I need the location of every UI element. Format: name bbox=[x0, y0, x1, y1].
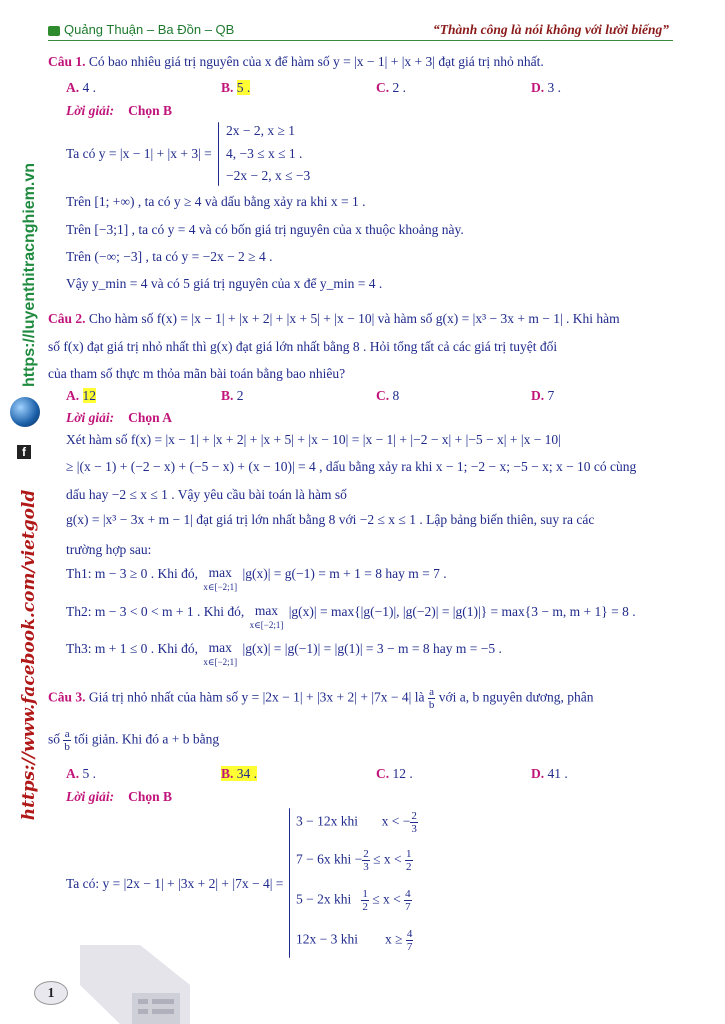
footer-decoration bbox=[80, 945, 190, 1024]
q2-case-2: Th2: m − 3 < 0 < m + 1 . Khi đó, max x∈[−2;1] |g(x)| = max{|g(−1)|, |g(−2)| = |g(1)|} = max{3 − m, m + 1} = 8 . bbox=[66, 603, 636, 630]
page-number: 1 bbox=[34, 981, 68, 1005]
q1-text: Có bao nhiêu giá trị nguyên của x để hàm số y = |x − 1| + |x + 3| đạt giá trị nhỏ nhất. bbox=[88, 54, 544, 69]
q3-option-c[interactable]: C. 12 . bbox=[376, 766, 413, 781]
q1-prompt bbox=[48, 54, 544, 70]
header-motto: “Thành công là nói không với lười biếng” bbox=[433, 22, 669, 37]
q1-option-d[interactable]: D. 3 . bbox=[531, 80, 561, 95]
q2-line-5: trường hợp sau: bbox=[66, 542, 152, 557]
q3-case-4: 12x − 3 khi x ≥ $\frac{4}{7}$ bbox=[296, 928, 413, 953]
side-website-url[interactable]: https://luyenthitracnghiem.vn bbox=[21, 162, 38, 388]
q1-case-1: 2x − 2, x ≥ 1 bbox=[226, 123, 296, 138]
q1-option-a[interactable]: A. 4 . bbox=[66, 80, 96, 95]
q3-taco: Ta có: y = |2x − 1| + |3x + 2| + |7x − 4| = bbox=[66, 876, 284, 891]
q2-case-3: Th3: m + 1 ≤ 0 . Khi đó, max x∈[−2;1] |g(x)| = |g(−1)| = |g(1)| = 3 − m = 8 hay m = −5 . bbox=[66, 640, 502, 667]
q3-case-2: 7 − 6x khi − $\frac{2}{3}$ ≤ x < $\frac{1}{2}$ bbox=[296, 848, 412, 873]
q1-line-2: Trên [−3;1] , ta có y = 4 và có bốn giá trị nguyên của x thuộc khoảng này. bbox=[66, 222, 464, 237]
q2-prompt-3: của tham số thực m thỏa mãn bài toán bằng bao nhiêu? bbox=[48, 366, 346, 381]
q1-brace bbox=[218, 122, 219, 186]
q3-prompt-2: số $\frac{a}{b}$ tối giản. Khi đó a + b bằng bbox=[48, 728, 220, 753]
q1-case-3: −2x − 2, x ≤ −3 bbox=[226, 168, 311, 183]
q1-option-b[interactable]: B. 5 . bbox=[221, 80, 251, 95]
book-icon bbox=[48, 26, 60, 36]
q2-line-2: ≥ |(x − 1) + (−2 − x) + (−5 − x) + (x − 10)| = 4 , dấu bằng xảy ra khi x − 1; −2 − x; −5 − x; x − 10 có cùng bbox=[66, 459, 637, 474]
q1-option-c[interactable]: C. 2 . bbox=[376, 80, 406, 95]
q2-line-1: Xét hàm số f(x) = |x − 1| + |x + 2| + |x + 5| + |x − 10| = |x − 1| + |−2 − x| + |−5 − x| + |x − 10| bbox=[66, 432, 561, 447]
q1-line-3: Trên (−∞; −3] , ta có y = −2x − 2 ≥ 4 . bbox=[66, 249, 273, 264]
q2-prompt-1: Câu 2. Cho hàm số f(x) = |x − 1| + |x + 2| + |x + 5| + |x − 10| và hàm số g(x) = |x³ − 3x + m − 1| . Khi hàm bbox=[48, 311, 620, 326]
globe-icon bbox=[10, 397, 40, 427]
q2-option-c[interactable]: C. 8 bbox=[376, 388, 400, 403]
page-header bbox=[48, 22, 673, 41]
q3-case-1: 3 − 12x khi x < − $\frac{2}{3}$ bbox=[296, 810, 417, 835]
q1-line-4: Vậy y_min = 4 và có 5 giá trị nguyên của x để y_min = 4 . bbox=[66, 276, 383, 291]
q1-case-2: 4, −3 ≤ x ≤ 1 . bbox=[226, 146, 303, 161]
q2-option-a[interactable]: A. 12 bbox=[66, 388, 96, 403]
q3-solution-header: Lời giải: Chọn B bbox=[66, 789, 173, 804]
q2-option-d[interactable]: D. 7 bbox=[531, 388, 555, 403]
q3-prompt-1: Câu 3. Giá trị nhỏ nhất của hàm số y = |2x − 1| + |3x + 2| + |7x − 4| là $\frac{a}{b}$ với a, b nguyên dương, phân bbox=[48, 686, 594, 711]
q3-option-d[interactable]: D. 41 . bbox=[531, 766, 568, 781]
q3-case-3: 5 − 2x khi $\frac{1}{2}$ ≤ x < $\frac{4}{7}$ bbox=[296, 888, 411, 913]
side-facebook-url[interactable]: https://www.facebook.com/vietgold bbox=[19, 489, 39, 821]
q3-option-a[interactable]: A. 5 . bbox=[66, 766, 96, 781]
q3-brace bbox=[289, 808, 290, 958]
q1-solution-header: Lời giải: Chọn B bbox=[66, 103, 173, 118]
q1-line-1: Trên [1; +∞) , ta có y ≥ 4 và dấu bằng xảy ra khi x = 1 . bbox=[66, 194, 366, 209]
q2-prompt-2: số f(x) đạt giá trị nhỏ nhất thì g(x) đạt giá lớn nhất bằng 8 . Hỏi tổng tất cả các giá trị tuyệt đối bbox=[48, 339, 558, 354]
q3-option-b[interactable]: B. 34 . bbox=[221, 766, 258, 781]
q2-solution-header: Lời giải: Chọn A bbox=[66, 410, 173, 425]
q2-line-3: dấu hay −2 ≤ x ≤ 1 . Vậy yêu cầu bài toán là hàm số bbox=[66, 487, 347, 502]
q2-line-4: g(x) = |x³ − 3x + m − 1| đạt giá trị lớn nhất bằng 8 với −2 ≤ x ≤ 1 . Lập bảng biến thiên, suy ra các bbox=[66, 512, 595, 527]
header-location: Quảng Thuận – Ba Đồn – QB bbox=[48, 22, 234, 37]
q2-option-b[interactable]: B. 2 bbox=[221, 388, 244, 403]
q2-case-1: Th1: m − 3 ≥ 0 . Khi đó, max x∈[−2;1] |g(x)| = g(−1) = m + 1 = 8 hay m = 7 . bbox=[66, 565, 447, 592]
q1-taco: Ta có y = |x − 1| + |x + 3| = bbox=[66, 146, 212, 161]
facebook-icon[interactable]: f bbox=[17, 445, 31, 459]
q1-label: Câu 1. bbox=[48, 54, 86, 69]
